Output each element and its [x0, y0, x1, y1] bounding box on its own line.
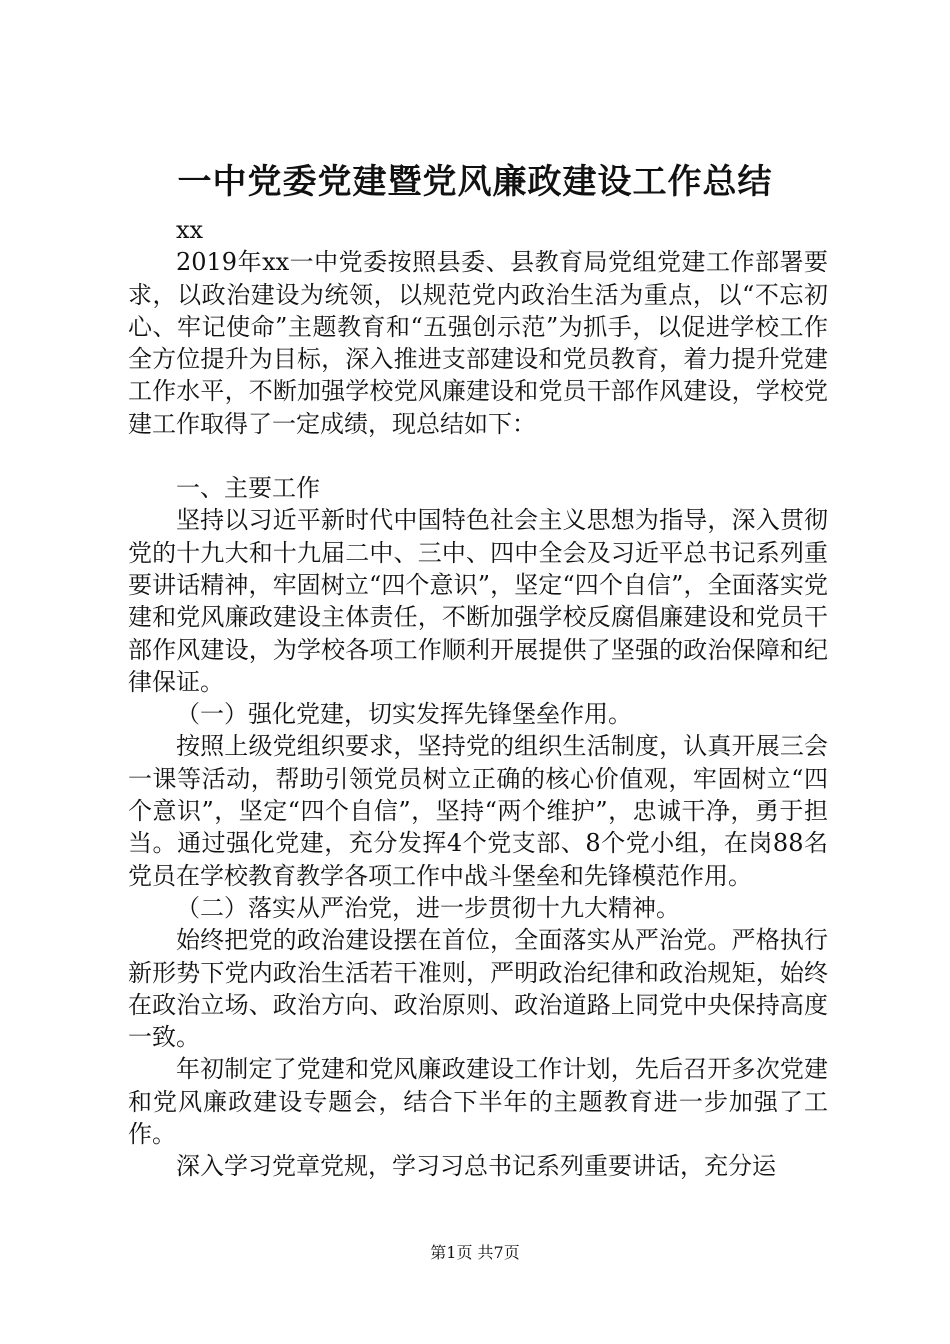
section-heading-main-work: 一、主要工作 — [176, 474, 320, 503]
subsection-heading-2: （二）落实从严治党，进一步贯彻十九大精神。 — [176, 893, 680, 922]
body-paragraph: 始终把党的政治建设摆在首位，全面落实从严治党。严格执行新形势下党内政治生活若干准则，严明政治纪律和政治规矩，始终在政治立场、政治方向、政治原则、政治道路上同党中央保持高度一致。 — [128, 926, 828, 1052]
document-title: 一中党委党建暨党风廉政建设工作总结 — [177, 162, 773, 202]
body-paragraph: 年初制定了党建和党风廉政建设工作计划，先后召开多次党建和党风廉政建设专题会，结合下半年的主题教育进一步加强了工作。 — [128, 1055, 828, 1149]
document-body — [128, 214, 828, 1183]
body-paragraph: 坚持以习近平新时代中国特色社会主义思想为指导，深入贯彻党的十九大和十九届二中、三中、四中全会及习近平总书记系列重要讲话精神，牢固树立“四个意识”，坚定“四个自信”，全面落实党建和党风廉政建设主体责任，不断加强学校反腐倡廉建设和党员干部作风建设，为学校各项工作顺利开展提供了坚强的政治保障和纪律保证。 — [128, 506, 828, 696]
body-paragraph: 按照上级党组织要求，坚持党的组织生活制度，认真开展三会一课等活动，帮助引领党员树立正确的核心价值观，牢固树立“四个意识”，坚定“四个自信”，坚持“两个维护”，忠诚干净，勇于担当。通过强化党建，充分发挥4个党支部、8个党小组，在岗88名党员在学校教育教学各项工作中战斗堡垒和先锋模范作用。 — [128, 732, 828, 890]
page-footer: 第1页 共7页 — [430, 1243, 520, 1262]
intro-paragraph: 2019年xx一中党委按照县委、县教育局党组党建工作部署要求，以政治建设为统领，以规范党内政治生活为重点，以“不忘初心、牢记使命”主题教育和“五强创示范”为抓手，以促进学校工作全方位提升为目标，深入推进支部建设和党员教育，着力提升党建工作水平，不断加强学校党风廉建设和党员干部作风建设，学校党建工作取得了一定成绩，现总结如下： — [128, 248, 828, 438]
body-paragraph: 深入学习党章党规，学习习总书记系列重要讲话，充分运 — [176, 1152, 776, 1181]
author-line: xx — [176, 216, 204, 244]
subsection-heading-1: （一）强化党建，切实发挥先锋堡垒作用。 — [176, 700, 632, 729]
